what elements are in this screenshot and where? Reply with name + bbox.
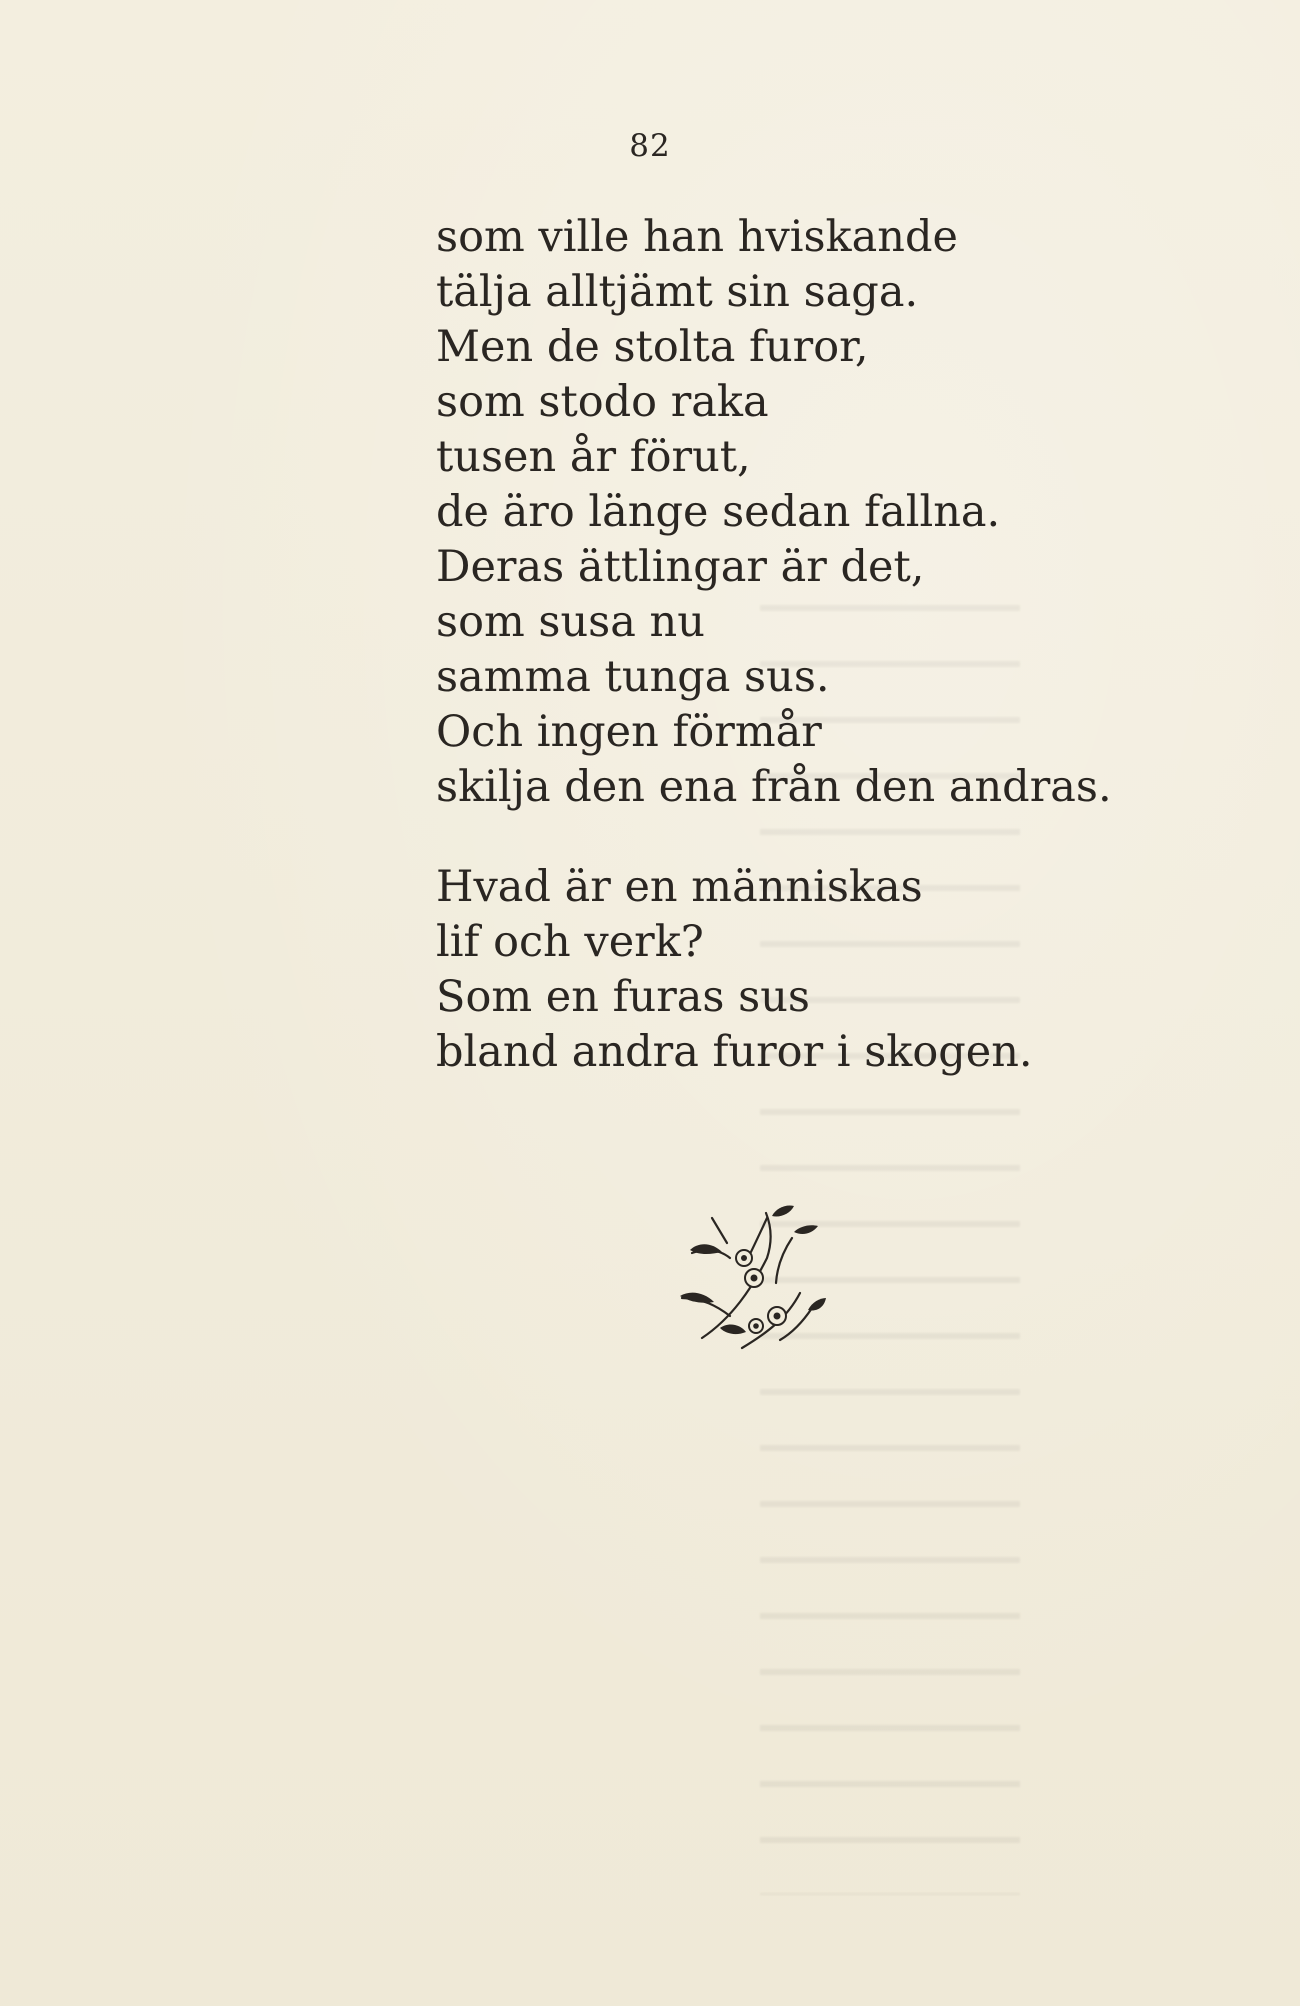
poem-line: som stodo raka: [436, 377, 769, 427]
poem-line: lif och verk?: [436, 917, 704, 967]
floral-sprig-icon: [672, 1198, 832, 1358]
page-number: 82: [629, 128, 671, 164]
poem-line: Och ingen förmår: [436, 707, 822, 757]
poem-line: skilja den ena från den andras.: [436, 762, 1112, 812]
poem-line: bland andra furor i skogen.: [436, 1027, 1033, 1077]
poem-line: Deras ättlingar är det,: [436, 542, 925, 592]
poem-line: de äro länge sedan fallna.: [436, 487, 1001, 537]
poem-stanza-2: [436, 860, 1256, 1080]
poem-line: tusen år förut,: [436, 432, 751, 482]
poem-line: som susa nu: [436, 597, 705, 647]
poem-line: som ville han hviskande: [436, 212, 958, 262]
poem-line: Som en furas sus: [436, 972, 810, 1022]
poem-line: Hvad är en människas: [436, 862, 923, 912]
poem-line: samma tunga sus.: [436, 652, 830, 702]
poem-line: Men de stolta furor,: [436, 322, 869, 372]
poem-stanza-1: [436, 210, 1256, 815]
poem-line: tälja alltjämt sin saga.: [436, 267, 919, 317]
